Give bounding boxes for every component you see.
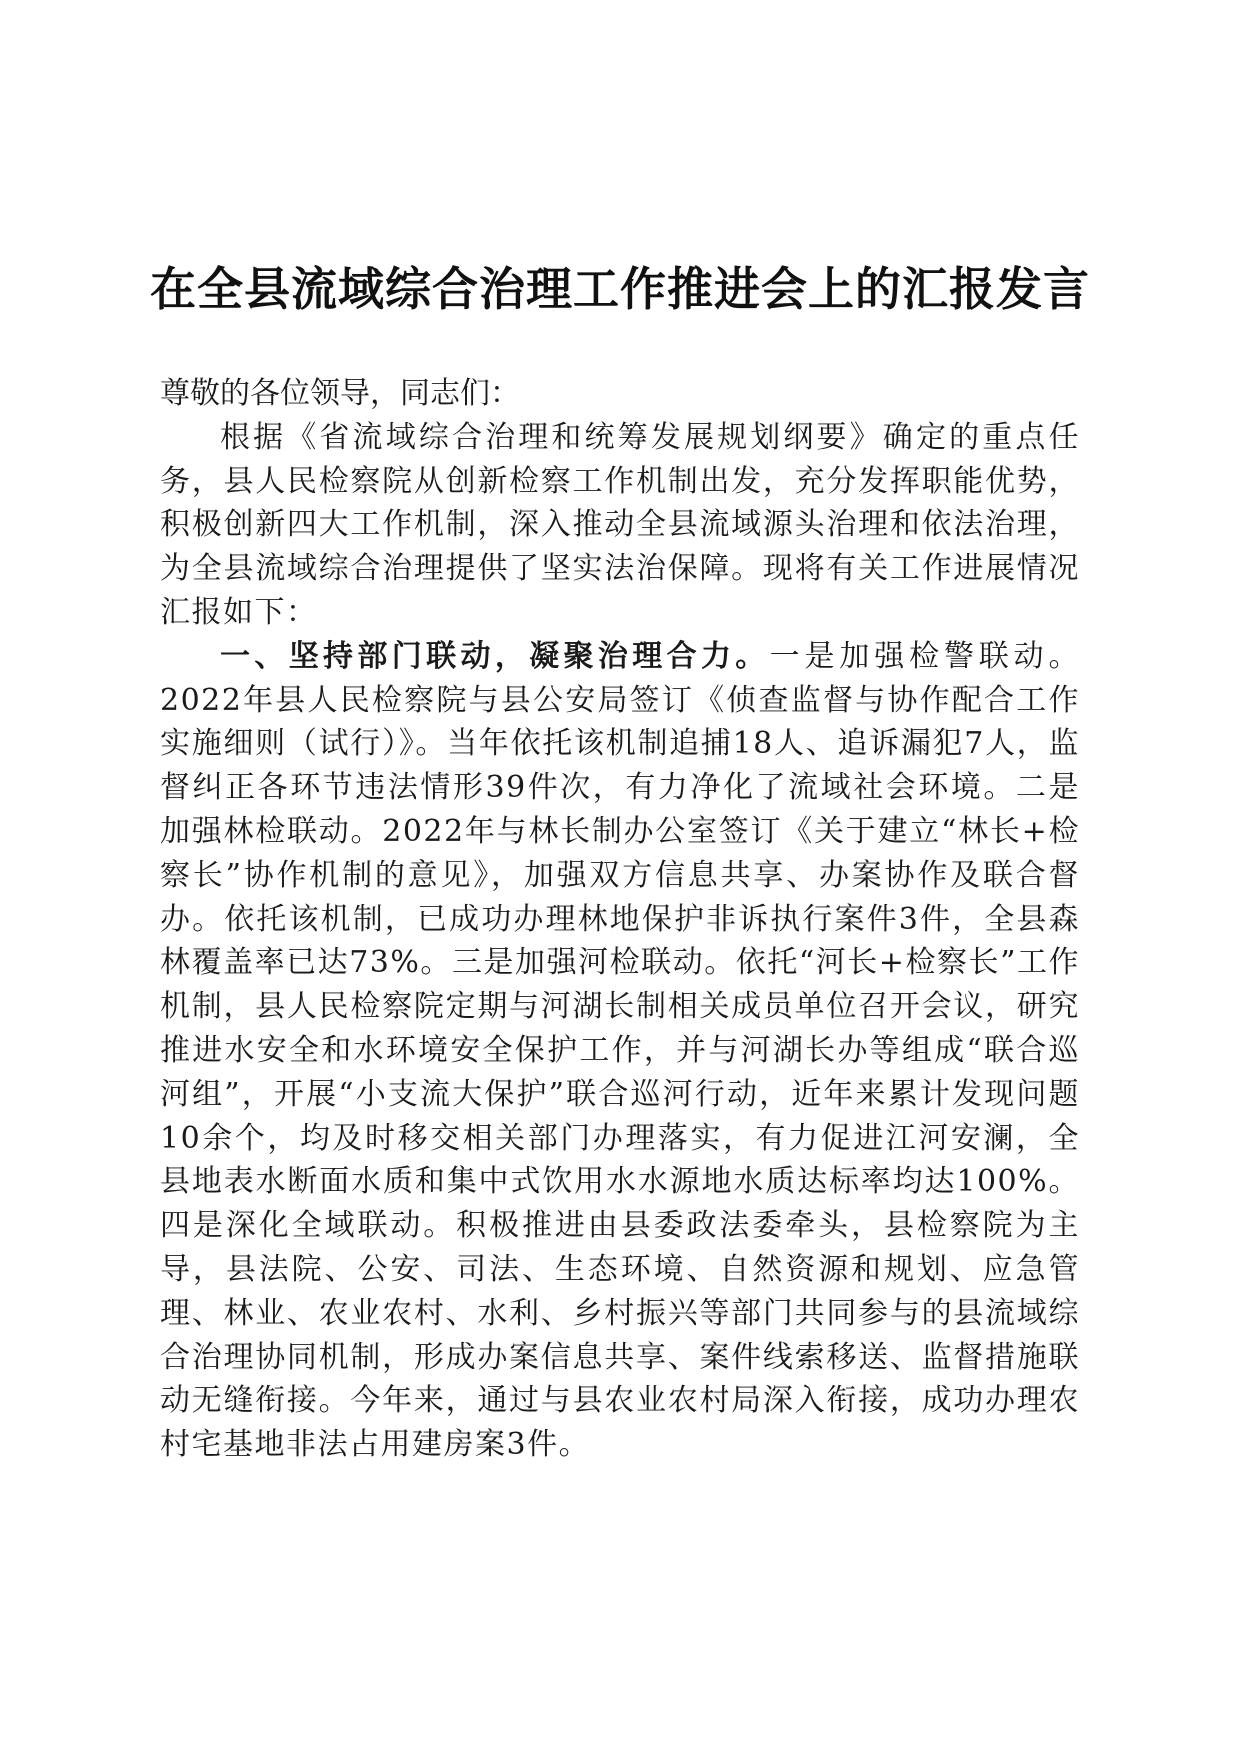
document-body [160,372,1080,1467]
salutation: 尊敬的各位领导，同志们： [160,376,520,411]
section-1-paragraph [160,635,1080,1467]
section-1-heading: 一、坚持部门联动，凝聚治理合力。 [220,638,770,674]
intro-paragraph: 根据《省流域综合治理和统筹发展规划纲要》确定的重点任务，县人民检察院从创新检察工作机制出发，充分发挥职能优势，积极创新四大工作机制，深入推动全县流域源头治理和依法治理，为全县流域综合治理提供了坚实法治保障。现将有关工作进展情况汇报如下： [160,419,1080,630]
document-title: 在全县流域综合治理工作推进会上的汇报发言 [150,261,1090,316]
section-1-text: 一是加强检警联动。2022年县人民检察院与县公安局签订《侦查监督与协作配合工作实施细则（试行）》。当年依托该机制追捕18人、追诉漏犯7人，监督纠正各环节违法情形39件次，有力净化了流域社会环境。二是加强林检联动。2022年与林长制办公室签订《关于建立“林长+检察长”协作机制的意见》，加强双方信息共享、办案协作及联合督办。依托该机制，已成功办理林地保护非诉执行案件3件，全县森林覆盖率已达73%。三是加强河检联动。依托“河长+检察长”工作机制，县人民检察院定期与河湖长制相关成员单位召开会议，研究推进水安全和水环境安全保护工作，并与河湖长办等组成“联合巡河组”，开展“小支流大保护”联合巡河行动，近年来累计发现问题10余个，均及时移交相关部门办理落实，有力促进江河安澜，全县地表水断面水质和集中式饮用水水源地水质达标率均达100%。四是深化全域联动。积极推进由县委政法委牵头，县检察院为主导，县法院、公安、司法、生态环境、自然资源和规划、应急管理、林业、农业农村、水利、乡村振兴等部门共同参与的县流域综合治理协同机制，形成办案信息共享、案件线索移送、监督措施联动无缝衔接。今年来，通过与县农业农村局深入衔接，成功办理农村宅基地非法占用建房案3件。 [160,638,1081,1463]
